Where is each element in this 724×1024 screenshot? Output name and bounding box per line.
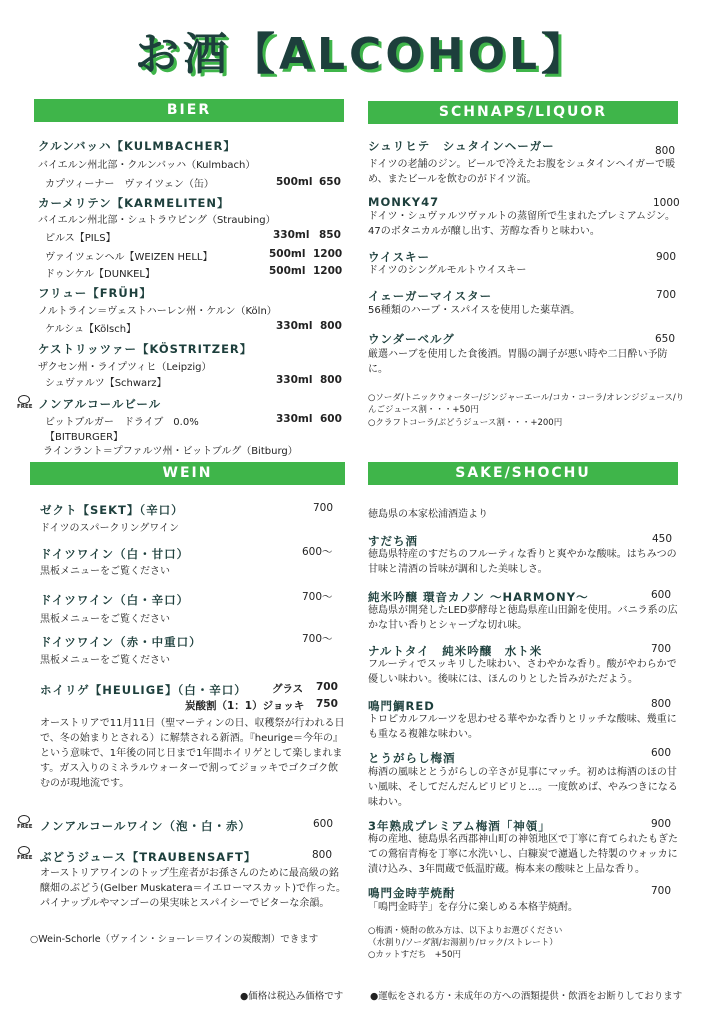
wine-desc: 黒板メニューをご覧ください	[40, 655, 170, 666]
liquor-name: シュリヒテ シュタインヘーガー	[368, 139, 555, 153]
alcohol-free-icon: FREE	[17, 395, 31, 411]
footer-warning: ●運転をされる方・未成年の方への酒類提供・飲酒をお断りしております	[370, 991, 683, 1002]
sake-desc: 「鳴門金時芋」を存分に楽しめる本格芋焼酎。	[368, 902, 578, 913]
alcohol-free-icon: FREE	[17, 846, 31, 862]
beer-size: 500ml	[269, 248, 306, 260]
beer-origin: ラインラント＝プファルツ州・ビットブルグ（Bitburg）	[43, 446, 298, 457]
liquor-name: ウンダーベルグ	[368, 332, 455, 346]
sake-note: （水割り/ソーダ割/お湯割り/ロック/ストレート）	[368, 938, 558, 948]
sake-desc: 梅酒の風味ととうがらしの辛さが見事にマッチ。初めは梅酒のほの甘い風味、そしてだんだんピリピリと…。一度飲めば、やみつきになる味わい。	[368, 767, 678, 808]
sake-desc: 梅の産地、徳島県名西郡神山町の神領地区で丁寧に育てられたもぎたての鶯宿青梅を丁寧に水洗いし、白糠炭で濾過した特製のウォッカに漬け込み、3年間蔵で低温貯蔵。梅本来の酸味と上品な香り。	[368, 834, 678, 875]
wine-price: 600～	[302, 546, 333, 558]
wine-name: ドイツワイン（赤・中重口）	[40, 635, 202, 649]
juice-price: 800	[312, 849, 333, 861]
wine-price: 700～	[302, 633, 333, 645]
sake-name: ナルトタイ 純米吟醸 水ト米	[368, 644, 543, 658]
wine-name: ドイツワイン（白・辛口）	[40, 593, 190, 607]
sake-price: 700	[651, 643, 672, 655]
beer-price: 1200	[313, 265, 343, 277]
sake-price: 600	[651, 589, 672, 601]
beer-variant: ドゥンケル【DUNKEL】	[45, 269, 155, 280]
wine-name: ノンアルコールワイン（泡・白・赤）	[40, 819, 252, 833]
beer-name: ノンアルコールビール	[38, 397, 162, 411]
section-header-bier: BIER	[34, 99, 344, 122]
footer-tax-note: ●価格は税込み価格です	[240, 991, 344, 1002]
sake-name: 3年熟成プレミアム梅酒「神領」	[368, 819, 551, 833]
beer-variant: シュヴァルツ【Schwarz】	[45, 378, 167, 389]
wine-price: 750	[316, 698, 338, 710]
beer-variant: カプツィーナー ヴァイツェン（缶）	[45, 179, 214, 190]
wine-name: ドイツワイン（白・甘口）	[40, 547, 190, 561]
beer-size: 500ml	[269, 265, 306, 277]
liquor-desc: ドイツ・シュヴァルツヴァルトの蒸留所で生まれたプレミアムジン。47のボタニカルが醸し出す、芳醇な香りと味わい。	[368, 211, 675, 237]
sake-price: 450	[652, 533, 673, 545]
beer-variant: ビットブルガー ドライブ 0.0%	[45, 417, 199, 428]
beer-variant: ピルス【PILS】	[45, 233, 116, 244]
beer-name: クルンバッハ【KULMBACHER】	[38, 139, 236, 153]
beer-name: ケストリッツァー【KÖSTRITZER】	[38, 342, 253, 356]
beer-origin: ザクセン州・ライプツィヒ（Leipzig）	[38, 362, 212, 373]
beer-name: カーメリテン【KARMELITEN】	[38, 196, 230, 210]
sake-name: とうがらし梅酒	[368, 751, 456, 765]
sake-name: すだち酒	[368, 534, 418, 548]
beer-name: フリュー【FRÜH】	[38, 286, 152, 300]
section-header-sake: SAKE/SHOCHU	[368, 462, 678, 485]
wine-desc: ドイツのスパークリングワイン	[40, 523, 179, 534]
wine-desc: オーストリアで11月11日（聖マーティンの日、収穫祭が行われる日で、冬の始まりとされる）に解禁される新酒。『heurige＝今年の』という意味で、1年後の同じ日まで1年間ホイリゲとして楽しまれます。ガス入りのミネラルウォーターで割ってジョッキでゴクゴク飲むのが現地流です。	[40, 718, 345, 789]
liquor-price: 1000	[653, 197, 680, 209]
beer-size: 500ml	[276, 176, 313, 188]
sake-name: 鳴門鯛RED	[368, 699, 435, 713]
mixer-note: ○ソーダ/トニックウォーター/ジンジャーエール/コカ・コーラ/オレンジジュース/りんごジュース割・・・+50円	[368, 393, 685, 415]
liquor-desc: 56種類のハーブ・スパイスを使用した薬草酒。	[368, 305, 581, 316]
beer-origin: ノルトライン＝ヴェストハーレン州・ケルン（Köln）	[38, 306, 277, 317]
beer-price: 800	[320, 320, 342, 332]
juice-desc: オーストリアワインのトップ生産者がお孫さんのために最高級の銘醸畑のぶどう(Gelber Muskatera＝イエローマスカット)で作った。パイナップルやマンゴーの果実味とスパイシーでビターな余韻。	[40, 868, 347, 909]
sake-name: 純米吟醸 環音カノン ～HARMONY～	[368, 590, 589, 604]
wine-name: ホイリゲ【HEULIGE】（白・辛口）	[40, 683, 247, 697]
liquor-desc: ドイツのシングルモルトウイスキー	[368, 265, 527, 276]
page-title: お酒【ALCOHOL】	[134, 29, 590, 80]
sake-note: ○梅酒・焼酎の飲み方は、以下よりお選びください	[368, 926, 563, 936]
beer-price: 800	[320, 374, 342, 386]
liquor-price: 800	[655, 145, 676, 157]
beer-price: 1200	[313, 248, 343, 260]
sake-desc: トロピカルフルーツを思わせる華やかな香りとリッチな酸味、幾重にも重なる複雑な味わい。	[368, 714, 677, 740]
beer-variant: ケルシュ【Kölsch】	[45, 324, 137, 335]
beer-price: 850	[319, 229, 341, 241]
wine-price: 700	[313, 502, 334, 514]
liquor-name: イェーガーマイスター	[368, 289, 493, 303]
beer-size: 330ml	[276, 374, 313, 386]
liquor-price: 900	[656, 251, 677, 263]
liquor-name: MONKY47	[368, 195, 440, 209]
sake-name: 鳴門金時芋焼酎	[368, 886, 456, 900]
section-header-wein: WEIN	[30, 462, 345, 485]
liquor-price: 650	[655, 333, 676, 345]
wine-desc: 黒板メニューをご覧ください	[40, 566, 170, 577]
beer-size: 330ml	[273, 229, 310, 241]
sake-intro: 徳島県の本家松浦酒造より	[368, 509, 488, 520]
wine-glass-label: グラス	[272, 683, 304, 695]
beer-size: 330ml	[276, 413, 313, 425]
juice-name: ぶどうジュース【TRAUBENSAFT】	[40, 850, 257, 864]
beer-variant-2: 【BITBURGER】	[45, 432, 124, 443]
liquor-name: ウイスキー	[368, 250, 431, 264]
sake-desc: 徳島県が開発したLED夢酵母と徳島県産山田錦を使用。バニラ系の広かな甘い香りとシャープな切れ味。	[368, 605, 678, 631]
liquor-desc: ドイツの老舗のジン。ビールで冷えたお腹をシュタインヘイガーで暖め、またビールを飲むのがドイツ流。	[368, 159, 676, 185]
beer-variant: ヴァイツェンヘル【WEIZEN HELL】	[45, 252, 213, 263]
wine-note: ○Wein-Schorle（ヴァイン・ショーレ＝ワインの炭酸割）できます	[30, 934, 319, 945]
wine-price: 700～	[302, 591, 333, 603]
wine-name: ゼクト【SEKT】（辛口）	[40, 503, 184, 517]
liquor-price: 700	[656, 289, 677, 301]
section-header-schnaps: SCHNAPS/LIQUOR	[368, 101, 678, 124]
wine-price: 700	[316, 681, 338, 693]
beer-origin: バイエルン州北部・クルンバッハ（Kulmbach）	[38, 160, 256, 171]
sake-price: 700	[651, 885, 672, 897]
sake-price: 900	[651, 818, 672, 830]
beer-price: 600	[320, 413, 342, 425]
wine-jug-label: 炭酸割（1：1）ジョッキ	[185, 700, 305, 712]
liquor-desc: 厳選ハーブを使用した食後酒。胃腸の調子が悪い時や二日酔い予防に。	[368, 349, 668, 375]
wine-desc: 黒板メニューをご覧ください	[40, 614, 170, 625]
alcohol-free-icon: FREE	[17, 815, 31, 831]
sake-desc: 徳島県特産のすだちのフルーティな香りと爽やかな酸味。はちみつの甘味と清酒の旨味が調和した美味しさ。	[368, 549, 677, 575]
beer-size: 330ml	[276, 320, 313, 332]
beer-price: 650	[319, 176, 341, 188]
wine-price: 600	[313, 818, 334, 830]
sake-price: 600	[651, 747, 672, 759]
sake-desc: フルーティでスッキリした味わい、さわやかな香り。酸がやわらかで優しい味わい。後味には、ほんのりとした旨みがただよう。	[368, 659, 677, 685]
sake-price: 800	[651, 698, 672, 710]
mixer-note: ○クラフトコーラ/ぶどうジュース割・・・+200円	[368, 418, 563, 428]
sake-note: ○カットすだち +50円	[368, 950, 462, 960]
beer-origin: バイエルン州北部・シュトラウビング（Straubing）	[38, 215, 276, 226]
